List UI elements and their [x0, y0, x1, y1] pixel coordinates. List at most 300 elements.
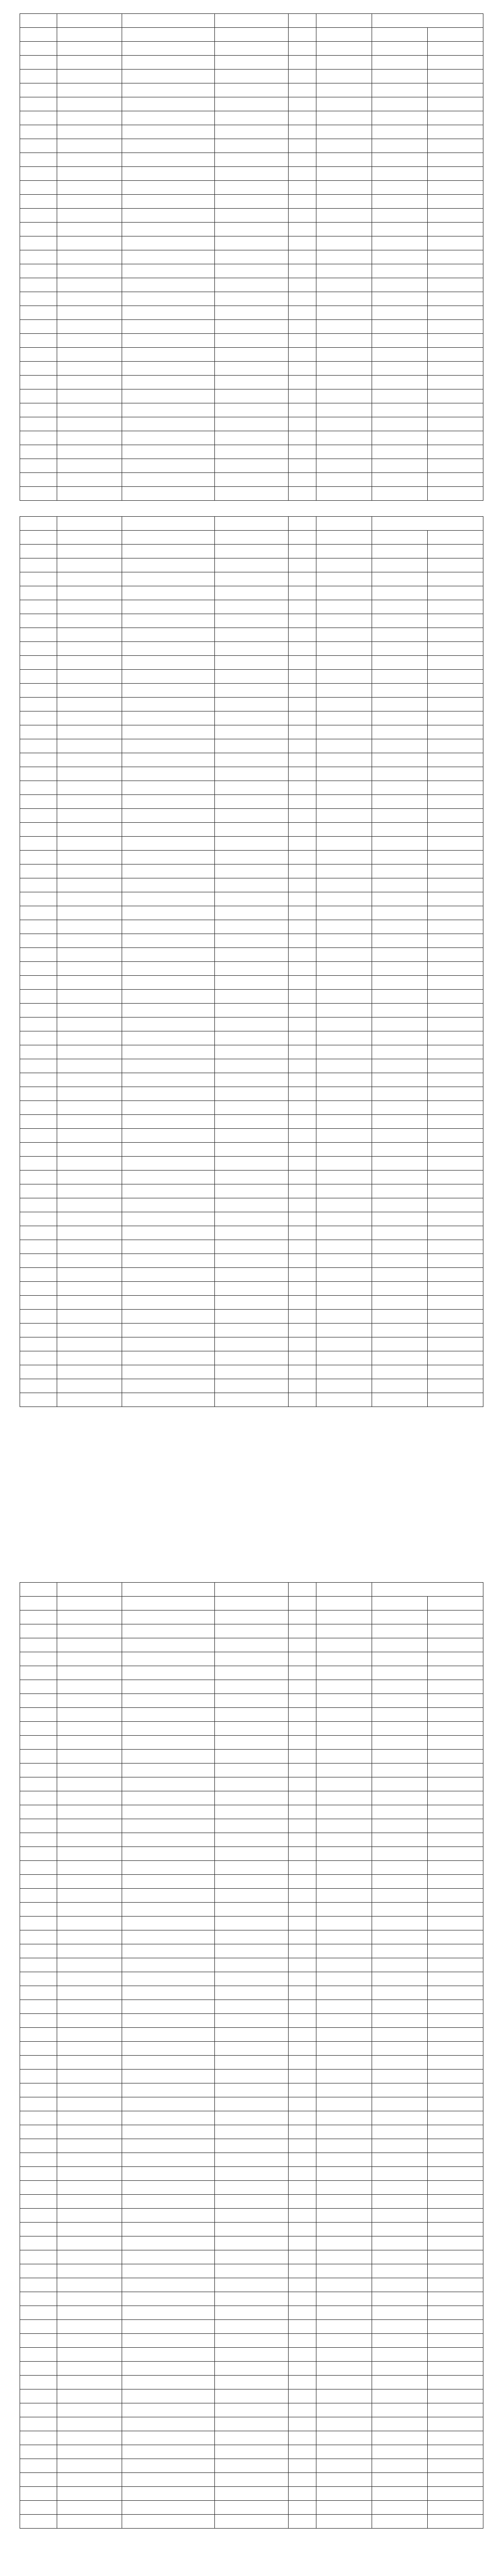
table-cell [20, 83, 57, 97]
table-cell [57, 28, 122, 42]
table-cell [428, 1143, 483, 1157]
header-count [289, 14, 316, 28]
table-cell [214, 1073, 289, 1087]
table-cell [316, 1198, 372, 1212]
table-row [20, 1624, 483, 1638]
table-cell [372, 1129, 428, 1143]
table-cell [316, 2000, 372, 2014]
table-cell [57, 795, 122, 809]
table-cell [214, 445, 289, 459]
table-cell [289, 181, 316, 195]
table-cell [214, 2278, 289, 2292]
table-cell [214, 2334, 289, 2348]
table-cell [289, 2125, 316, 2139]
table-row [20, 1903, 483, 1917]
table-cell [316, 767, 372, 781]
table-cell [289, 739, 316, 753]
table-cell [316, 920, 372, 934]
table-row [20, 2292, 483, 2306]
table-cell [20, 445, 57, 459]
table-cell [57, 1750, 122, 1764]
table-cell [316, 1073, 372, 1087]
table-cell [289, 1393, 316, 1407]
table-cell [372, 2389, 428, 2403]
table-cell [57, 2515, 122, 2529]
table-cell [372, 990, 428, 1004]
table-row [20, 1268, 483, 1282]
table-cell [372, 1268, 428, 1282]
table-cell [57, 934, 122, 948]
table-cell [316, 2362, 372, 2376]
table-cell [57, 670, 122, 684]
header-room [316, 1583, 372, 1597]
table-row [20, 753, 483, 767]
table-cell [214, 1736, 289, 1750]
table-cell [214, 1351, 289, 1365]
table-cell [214, 2417, 289, 2431]
table-cell [57, 1087, 122, 1101]
table-cell [20, 698, 57, 711]
table-cell [372, 195, 428, 209]
table-cell [289, 1777, 316, 1791]
table-cell [428, 2431, 483, 2445]
table-cell [57, 1045, 122, 1059]
table-cell [57, 473, 122, 487]
table-cell [57, 1282, 122, 1296]
table-cell [316, 320, 372, 334]
table-cell [20, 1018, 57, 1031]
table-row [20, 1611, 483, 1624]
table-cell [214, 2070, 289, 2083]
table-cell [372, 1972, 428, 1986]
table-cell [289, 320, 316, 334]
table-cell [20, 1073, 57, 1087]
table-cell [428, 976, 483, 990]
table-cell [428, 1115, 483, 1129]
table-cell [289, 795, 316, 809]
table-cell [372, 1652, 428, 1666]
table-row [20, 531, 483, 545]
table-cell [428, 2362, 483, 2376]
table-cell [316, 2139, 372, 2153]
header-class [214, 1583, 289, 1597]
table-cell [57, 2167, 122, 2181]
table-cell [57, 2292, 122, 2306]
table-cell [372, 1365, 428, 1379]
table-cell [20, 2223, 57, 2236]
table-cell [214, 264, 289, 278]
table-cell [122, 1268, 214, 1282]
table-row [20, 684, 483, 698]
table-cell [20, 753, 57, 767]
table-cell [57, 1903, 122, 1917]
table-cell [289, 2181, 316, 2195]
table-cell [57, 1638, 122, 1652]
section-title [20, 1569, 483, 1582]
table-cell [428, 1736, 483, 1750]
table-cell [372, 739, 428, 753]
table-cell [372, 1198, 428, 1212]
table-cell [316, 1254, 372, 1268]
table-cell [122, 2181, 214, 2195]
table-cell [289, 1680, 316, 1694]
table-cell [122, 1296, 214, 1310]
table-cell [20, 2501, 57, 2515]
table-cell [289, 572, 316, 586]
table-cell [20, 1184, 57, 1198]
table-cell [214, 153, 289, 167]
table-cell [214, 1004, 289, 1018]
table-cell [20, 1750, 57, 1764]
table-cell [372, 767, 428, 781]
table-cell [289, 586, 316, 600]
table-cell [289, 2042, 316, 2056]
table-cell [428, 2306, 483, 2320]
table-cell [428, 2403, 483, 2417]
table-cell [122, 181, 214, 195]
table-cell [372, 1059, 428, 1073]
table-cell [20, 125, 57, 139]
table-row [20, 934, 483, 948]
table-cell [289, 1833, 316, 1847]
table-cell [316, 2195, 372, 2209]
table-cell [214, 1310, 289, 1324]
table-cell [289, 948, 316, 962]
table-cell [289, 1847, 316, 1861]
table-cell [214, 2306, 289, 2320]
table-cell [428, 2056, 483, 2070]
table-cell [372, 851, 428, 865]
header-course [122, 14, 214, 28]
table-cell [20, 2487, 57, 2501]
table-cell [20, 2236, 57, 2250]
table-cell [214, 1972, 289, 1986]
table-cell [372, 1282, 428, 1296]
table-cell [428, 725, 483, 739]
table-cell [122, 920, 214, 934]
table-cell [316, 2515, 372, 2529]
table-cell [20, 990, 57, 1004]
table-cell [20, 2250, 57, 2264]
table-cell [214, 976, 289, 990]
table-cell [316, 1087, 372, 1101]
table-cell [372, 656, 428, 670]
table-cell [20, 70, 57, 83]
table-cell [122, 934, 214, 948]
table-cell [372, 1777, 428, 1791]
table-cell [57, 2083, 122, 2097]
table-cell [122, 711, 214, 725]
table-cell [372, 306, 428, 320]
table-cell [428, 1694, 483, 1708]
table-cell [20, 837, 57, 851]
table-row [20, 948, 483, 962]
table-cell [316, 1903, 372, 1917]
table-cell [316, 1819, 372, 1833]
table-cell [57, 2264, 122, 2278]
table-cell [57, 2195, 122, 2209]
table-cell [316, 417, 372, 431]
table-cell [289, 1903, 316, 1917]
table-cell [122, 1351, 214, 1365]
table-cell [428, 781, 483, 795]
table-cell [57, 739, 122, 753]
table-cell [20, 851, 57, 865]
table-cell [214, 1624, 289, 1638]
table-cell [57, 1310, 122, 1324]
table-cell [214, 1722, 289, 1736]
table-cell [372, 920, 428, 934]
table-cell [57, 1143, 122, 1157]
table-cell [428, 1708, 483, 1722]
table-cell [122, 1379, 214, 1393]
table-cell [428, 195, 483, 209]
table-cell [316, 1597, 372, 1611]
table-cell [289, 1638, 316, 1652]
table-cell [214, 990, 289, 1004]
table-cell [428, 2278, 483, 2292]
table-cell [20, 2028, 57, 2042]
header-no [20, 14, 57, 28]
table-cell [428, 1917, 483, 1930]
table-cell [214, 1777, 289, 1791]
table-cell [214, 739, 289, 753]
table-cell [20, 292, 57, 306]
table-cell [289, 1059, 316, 1073]
table-cell [289, 906, 316, 920]
table-row [20, 2028, 483, 2042]
table-cell [214, 2014, 289, 2028]
table-cell [316, 431, 372, 445]
table-cell [57, 1198, 122, 1212]
table-cell [214, 865, 289, 878]
table-cell [57, 70, 122, 83]
table-cell [57, 962, 122, 976]
table-cell [289, 250, 316, 264]
table-row [20, 767, 483, 781]
table-cell [428, 2125, 483, 2139]
header-class [214, 14, 289, 28]
table-cell [372, 2376, 428, 2389]
table-row [20, 1129, 483, 1143]
table-row [20, 1777, 483, 1791]
table-cell [316, 684, 372, 698]
table-cell [214, 2376, 289, 2389]
table-cell [289, 2000, 316, 2014]
table-cell [57, 725, 122, 739]
header-no [20, 517, 57, 531]
table-cell [214, 125, 289, 139]
table-cell [372, 1736, 428, 1750]
table-row [20, 376, 483, 389]
table-cell [289, 348, 316, 362]
table-cell [122, 2195, 214, 2209]
table-cell [428, 1680, 483, 1694]
table-cell [20, 334, 57, 348]
table-cell [316, 1393, 372, 1407]
table-cell [372, 97, 428, 111]
table-cell [20, 1031, 57, 1045]
table-cell [122, 1930, 214, 1944]
table-cell [428, 389, 483, 403]
table-row [20, 572, 483, 586]
table-cell [214, 1791, 289, 1805]
table-cell [316, 698, 372, 711]
table-cell [20, 1930, 57, 1944]
table-cell [372, 795, 428, 809]
table-cell [289, 2487, 316, 2501]
table-cell [316, 473, 372, 487]
table-cell [372, 2056, 428, 2070]
table-cell [316, 1791, 372, 1805]
table-cell [289, 753, 316, 767]
table-row [20, 1708, 483, 1722]
table-row [20, 42, 483, 56]
table-cell [57, 1337, 122, 1351]
table-cell [122, 2250, 214, 2264]
table-row [20, 2125, 483, 2139]
table-cell [372, 1638, 428, 1652]
table-cell [316, 586, 372, 600]
table-row [20, 642, 483, 656]
table-cell [289, 614, 316, 628]
table-cell [428, 2042, 483, 2056]
table-cell [289, 209, 316, 223]
table-cell [122, 614, 214, 628]
table-cell [316, 487, 372, 501]
table-row [20, 83, 483, 97]
table-cell [316, 2334, 372, 2348]
table-cell [289, 1073, 316, 1087]
table-cell [122, 2501, 214, 2515]
table-cell [57, 1889, 122, 1903]
table-cell [428, 1254, 483, 1268]
table-cell [57, 2111, 122, 2125]
table-row [20, 1365, 483, 1379]
table-row [20, 2501, 483, 2515]
table-cell [214, 2445, 289, 2459]
table-cell [428, 1861, 483, 1875]
table-cell [428, 1310, 483, 1324]
table-cell [289, 1240, 316, 1254]
table-cell [20, 167, 57, 181]
table-row [20, 209, 483, 223]
table-cell [214, 2236, 289, 2250]
table-cell [122, 1282, 214, 1296]
table-cell [20, 250, 57, 264]
table-cell [122, 1819, 214, 1833]
table-row [20, 1722, 483, 1736]
table-cell [20, 572, 57, 586]
table-row [20, 837, 483, 851]
table-cell [289, 153, 316, 167]
table-row [20, 1930, 483, 1944]
table-cell [214, 2028, 289, 2042]
table-cell [122, 948, 214, 962]
table-cell [57, 1680, 122, 1694]
table-cell [214, 1143, 289, 1157]
table-cell [214, 2250, 289, 2264]
table-cell [20, 1171, 57, 1184]
table-cell [289, 2334, 316, 2348]
table-cell [372, 2028, 428, 2042]
table-cell [372, 725, 428, 739]
table-cell [122, 209, 214, 223]
table-cell [122, 2167, 214, 2181]
table-cell [316, 459, 372, 473]
table-cell [20, 1847, 57, 1861]
table-cell [57, 1722, 122, 1736]
table-cell [122, 1337, 214, 1351]
table-cell [122, 1254, 214, 1268]
table-cell [214, 1171, 289, 1184]
table-cell [372, 389, 428, 403]
table-cell [122, 167, 214, 181]
table-cell [316, 558, 372, 572]
table-cell [372, 1819, 428, 1833]
table-cell [20, 1087, 57, 1101]
table-cell [57, 2250, 122, 2264]
table-cell [122, 2417, 214, 2431]
table-cell [428, 2014, 483, 2028]
table-cell [57, 97, 122, 111]
table-cell [289, 403, 316, 417]
table-cell [428, 739, 483, 753]
table-cell [428, 1198, 483, 1212]
table-cell [57, 1597, 122, 1611]
table-cell [122, 2223, 214, 2236]
table-cell [372, 1296, 428, 1310]
table-cell [122, 906, 214, 920]
table-cell [289, 2376, 316, 2389]
table-cell [214, 2167, 289, 2181]
table-row [20, 962, 483, 976]
table-cell [316, 250, 372, 264]
table-cell [372, 823, 428, 837]
table-cell [214, 962, 289, 976]
table-cell [372, 878, 428, 892]
table-cell [214, 1198, 289, 1212]
table-cell [428, 670, 483, 684]
table-cell [122, 1101, 214, 1115]
table-cell [57, 1917, 122, 1930]
table-cell [372, 1750, 428, 1764]
table-cell [214, 1393, 289, 1407]
table-cell [122, 445, 214, 459]
table-cell [316, 809, 372, 823]
table-cell [214, 250, 289, 264]
table-row [20, 781, 483, 795]
table-cell [316, 865, 372, 878]
table-cell [316, 711, 372, 725]
table-cell [122, 2111, 214, 2125]
table-cell [289, 2292, 316, 2306]
table-cell [316, 1750, 372, 1764]
table-cell [57, 1694, 122, 1708]
table-cell [428, 2515, 483, 2529]
table-cell [428, 2139, 483, 2153]
table-cell [316, 1875, 372, 1889]
table-cell [428, 1624, 483, 1638]
table-cell [316, 1045, 372, 1059]
table-cell [428, 656, 483, 670]
table-cell [20, 1875, 57, 1889]
table-cell [428, 1059, 483, 1073]
table-cell [214, 670, 289, 684]
table-cell [57, 320, 122, 334]
table-cell [57, 1031, 122, 1045]
table-cell [122, 1031, 214, 1045]
